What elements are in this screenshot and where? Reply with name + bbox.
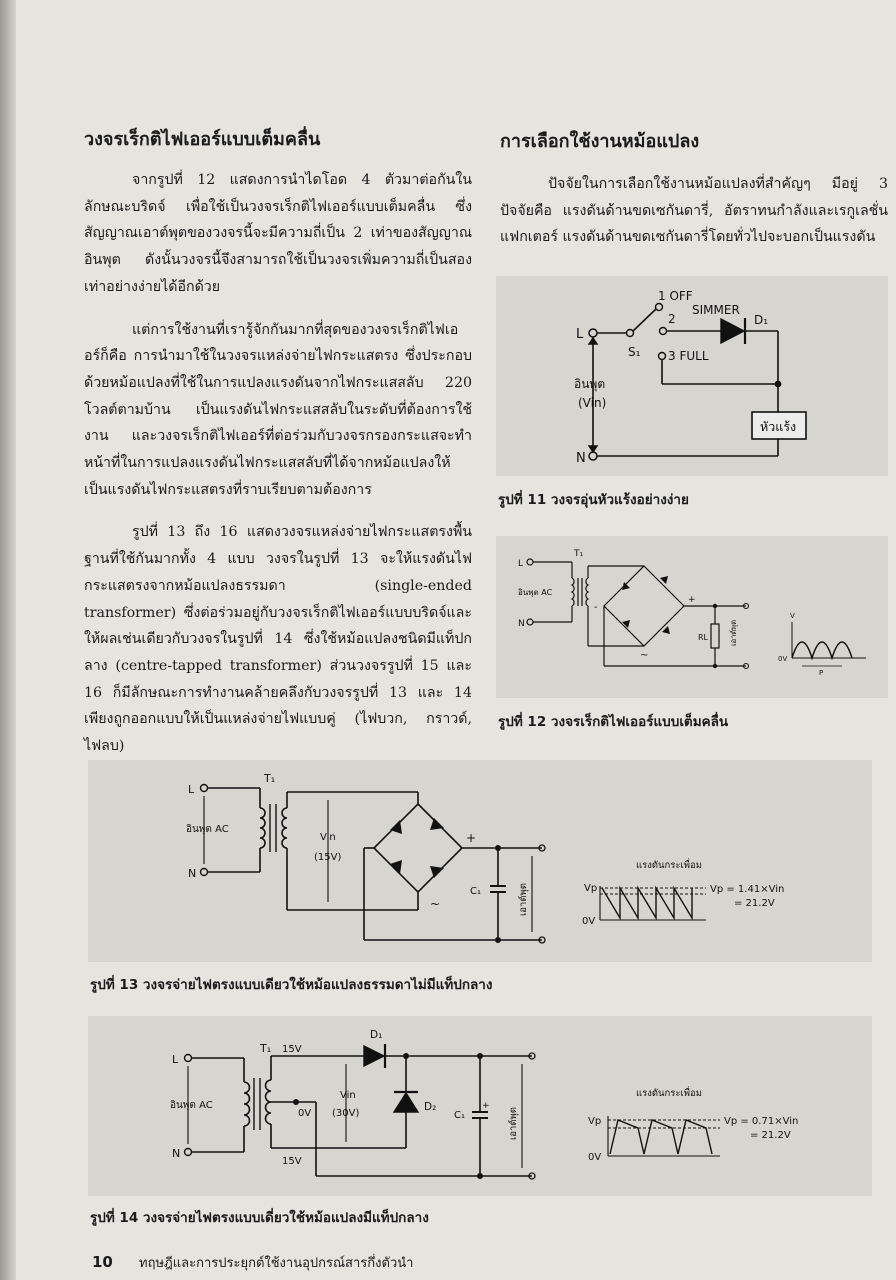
figure-12 [496, 536, 888, 698]
fig14-v15a: 15V [282, 1044, 302, 1055]
fig12-rl: RL [698, 633, 709, 642]
fig13-schematic [88, 760, 872, 962]
book-title: ทฤษฎีและการประยุกต์ใช้งานอุปกรณ์สารกึ่งตัวนำ [139, 1256, 414, 1271]
left-column [84, 124, 472, 760]
fig11-sw1: 1 OFF [658, 289, 693, 303]
page-number: 10 [92, 1253, 113, 1271]
right-paragraph: ปัจจัยในการเลือกใช้งานหม้อแปลงที่สำคัญๆ มีอยู่ 3 ปัจจัยคือ แรงดันด้านขดเซกันดารี่, อัตราทนกำลังและเรกูเลชั่นแฟกเตอร์ แรงดันด้านขดเซกันดารี่โดยทั่วไปจะบอกเป็นแรงดัน [500, 176, 888, 246]
paragraph-1: จากรูปที่ 12 แสดงการนำไดโอด 4 ตัวมาต่อกันในลักษณะบริดจ์ เพื่อใช้เป็นวงจรเร็กติไฟเออร์แบบเต็มคลื่น ซึ่งสัญญาณเอาต์พุตของวงจรนี้จะมีความถี่เป็น 2 เท่าของสัญญาณอินพุต ดังนั้นวงจรนี้จึงสามารถใช้เป็นวงจรเพิ่มความถี่เป็นสองเท่าอย่างง่ายได้อีกด้วย [84, 172, 472, 295]
paragraph-2: แต่การใช้งานที่เรารู้จักกันมากที่สุดของวงจรเร็กติไฟเออร์ก็คือ การนำมาใช้ในวงจรแหล่งจ่ายไฟกระแสตรง ซึ่งประกอบด้วยหม้อแปลงที่ใช้ในการแปลงแรงดันจากไฟกระแสสลับ 220 โวลต์ตามบ้าน เป็นแรงดันไฟกระแสสลับในระดับที่ต้องการใช้งาน และวงจรเร็กติไฟเออร์ที่ต่อร่วมกับวงจรกรองกระแสจะทำหน้าที่ในการแปลงแรงดันไฟกระแสสลับที่ได้จากหม้อแปลงให้เป็นแรงดันไฟกระแสตรงที่ราบเรียบตามต้องการ [84, 321, 472, 498]
figure-11 [496, 276, 888, 476]
fig14-vin: Vin [340, 1090, 356, 1101]
fig11-sw2: 2 [668, 312, 676, 326]
fig14-L: L [172, 1053, 179, 1066]
right-heading: การเลือกใช้งานหม้อแปลง [500, 131, 700, 152]
fig14-out: เอาต์พุต [508, 1107, 519, 1140]
fig14-t1: T₁ [260, 1042, 272, 1055]
fig12-ac: อินพุต AC [518, 588, 553, 597]
fig12-v: V [790, 612, 795, 620]
fig14-N: N [172, 1147, 181, 1160]
fig13-ripple: แรงดันกระเพื่อม [636, 860, 702, 871]
fig11-L: L [576, 327, 584, 342]
fig12-tilde: ~ [640, 650, 649, 661]
fig11-sw3: 3 FULL [668, 349, 709, 363]
fig11-N: N [576, 451, 586, 466]
fig14-ac: อินพุต AC [170, 1100, 213, 1111]
fig12-t1: T₁ [574, 549, 584, 559]
fig11-input: อินพุต [574, 377, 606, 391]
fig13-plus: + [466, 831, 477, 845]
fig11-d1: D₁ [754, 313, 769, 327]
fig12-caption: รูปที่ 12 วงจรเร็กติไฟเออร์แบบเต็มคลื่น [498, 714, 729, 730]
fig13-t1: T₁ [264, 772, 276, 785]
figure-13 [88, 760, 872, 962]
page-footer [92, 1252, 413, 1273]
fig14-v15b: 15V [282, 1156, 302, 1167]
fig14-caption: รูปที่ 14 วงจรจ่ายไฟตรงแบบเดี่ยวใช้หม้อแปลงมีแท็ปกลาง [90, 1210, 429, 1226]
fig13-ac: อินพุต AC [186, 824, 229, 835]
fig14-eq1: Vp = 0.71×Vin [724, 1116, 799, 1127]
fig11-caption: รูปที่ 11 วงจรอุ่นหัวแร้งอย่างง่าย [498, 492, 689, 508]
fig13-out: เอาต์พุต [518, 883, 529, 916]
fig12-N: N [518, 619, 525, 629]
fig13-L: L [188, 783, 195, 796]
figure-14 [88, 1016, 872, 1196]
fig13-eq2: = 21.2V [734, 898, 775, 909]
fig14-zero: 0V [588, 1152, 602, 1163]
fig12-out: เอาต์พุต [729, 620, 738, 646]
right-column [500, 126, 888, 251]
fig12-schematic [496, 536, 888, 698]
fig12-p: P [819, 669, 824, 677]
fig13-eq1: Vp = 1.41×Vin [710, 884, 785, 895]
page-binding-shadow [0, 0, 16, 1280]
paragraph-3: รูปที่ 13 ถึง 16 แสดงวงจรแหล่งจ่ายไฟกระแสตรงพื้นฐานที่ใช้กันมากทั้ง 4 แบบ วงจรในรูปที่ 13 จะให้แรงดันไฟกระแสตรงจากหม้อแปลงธรรมดา (single-ended transformer) ซึ่งต่อร่วมอยู่กับวงจรเร็กติไฟเออร์แบบบริดจ์และให้ผลเช่นเดียวกับวงจรในรูปที่ 14 ซึ่งใช้หม้อแปลงชนิดมีแท็ปกลาง (centre-tapped transformer) ส่วนวงจรรูปที่ 15 และ 16 ก็มีลักษณะการทำงานคล้ายคลึงกับวงจรรูปที่ 13 และ 14 เพียงถูกออกแบบให้เป็นแหล่งจ่ายไฟแบบคู่ (ไฟบวก, กราวด์, ไฟลบ) [84, 524, 472, 755]
fig11-schematic [496, 276, 888, 476]
fig13-tilde: ~ [430, 897, 441, 911]
fig11-s1: S₁ [628, 345, 641, 359]
fig14-vp: Vp [588, 1116, 602, 1127]
fig14-c1: C₁ [454, 1110, 465, 1121]
fig14-ripple: แรงดันกระเพื่อม [636, 1088, 702, 1099]
fig13-v15: (15V) [314, 852, 342, 863]
fig14-schematic [88, 1016, 872, 1196]
fig13-caption: รูปที่ 13 วงจรจ่ายไฟตรงแบบเดียวใช้หม้อแปลงธรรมดาไม่มีแท็ปกลาง [90, 977, 493, 993]
fig13-vp: Vp [584, 883, 598, 894]
fig11-simmer: SIMMER [692, 303, 740, 317]
fig14-d1: D₁ [370, 1029, 383, 1041]
fig12-plus: + [688, 595, 696, 605]
left-heading: วงจรเร็กติไฟเออร์แบบเต็มคลื่น [84, 129, 321, 150]
fig11-iron: หัวแร้ง [760, 419, 797, 434]
fig12-minus: - [594, 602, 598, 613]
fig14-eq2: = 21.2V [750, 1130, 791, 1141]
fig13-N: N [188, 867, 197, 880]
fig13-vin: Vin [320, 832, 336, 843]
fig11-vin: (Vin) [578, 396, 607, 410]
fig14-v30: (30V) [332, 1108, 360, 1119]
fig12-L: L [518, 559, 524, 569]
fig14-d2: D₂ [424, 1101, 437, 1113]
fig12-zero: 0V [778, 655, 788, 663]
fig14-v0: 0V [298, 1108, 312, 1119]
fig13-zero: 0V [582, 916, 596, 927]
fig13-c1: C₁ [470, 886, 481, 897]
fig14-plus: + [482, 1101, 490, 1111]
